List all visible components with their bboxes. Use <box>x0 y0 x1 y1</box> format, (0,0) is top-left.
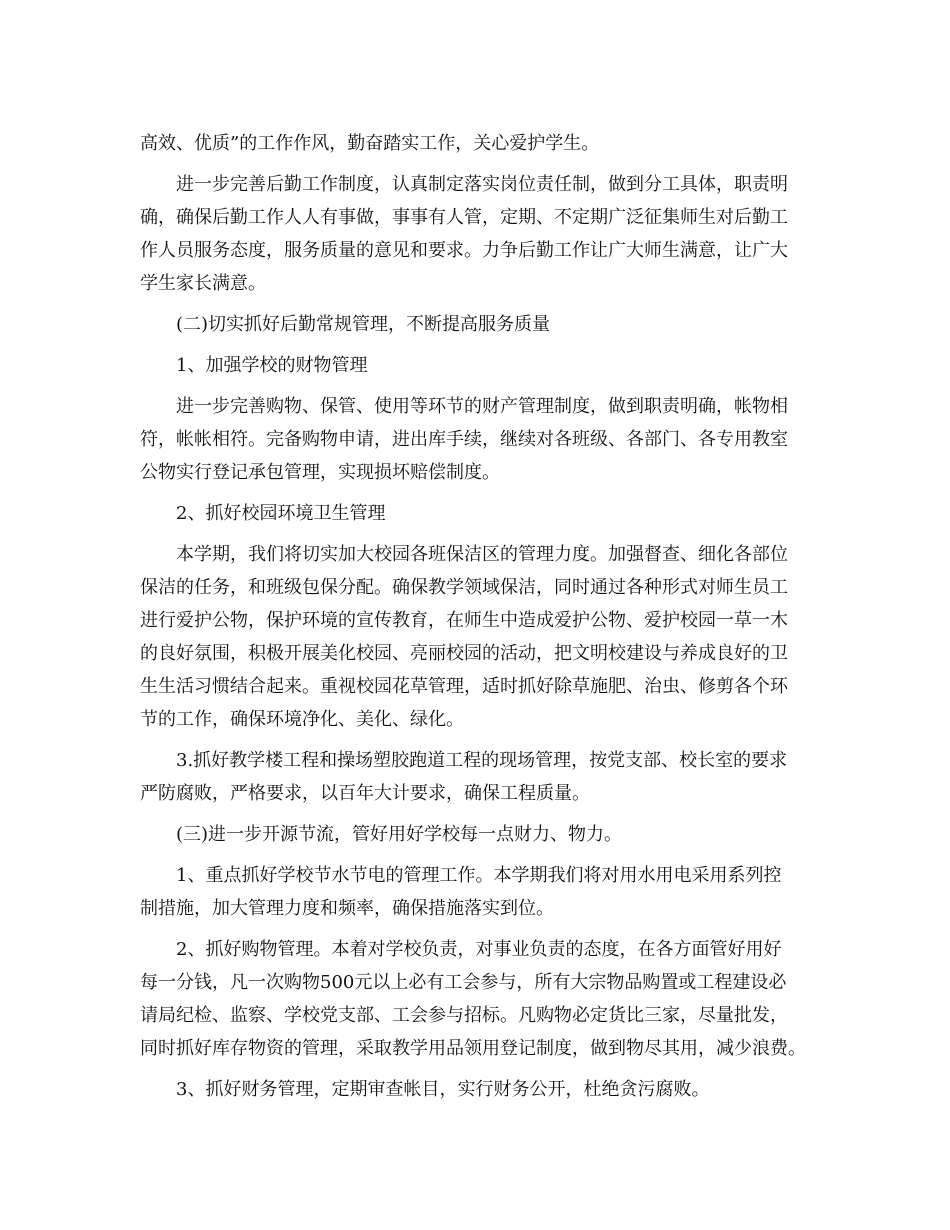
text-line: 确，确保后勤工作人人有事做，事事有人管，定期、不定期广泛征集师生对后勤工 <box>140 207 788 228</box>
text-line: 公物实行登记承包管理，实现损坏赔偿制度。 <box>140 462 500 483</box>
text-line: 3.抓好教学楼工程和操场塑胶跑道工程的现场管理，按党支部、校长室的要求 <box>176 750 788 771</box>
text-line: 同时抓好库存物资的管理，采取教学用品领用登记制度，做到物尽其用，减少浪费。 <box>140 1038 806 1059</box>
text-line: 的良好氛围，积极开展美化校园、亮丽校园的活动，把文明校建设与养成良好的卫 <box>140 643 788 664</box>
text-line: 1、重点抓好学校节水节电的管理工作。本学期我们将对用水用电采用系列控 <box>176 865 782 886</box>
text-line: 进行爱护公物，保护环境的宣传教育，在师生中造成爱护公物、爱护校园一草一木 <box>140 610 788 631</box>
text-line: 进一步完善后勤工作制度，认真制定落实岗位责任制，做到分工具体，职责明 <box>176 174 788 195</box>
text-line: 节的工作，确保环境净化、美化、绿化。 <box>140 709 464 730</box>
text-line: 高效、优质”的工作作风，勤奋踏实工作，关心爱护学生。 <box>140 133 600 154</box>
document-body <box>140 127 840 1106</box>
text-line: 生生活习惯结合起来。重视校园花草管理，适时抓好除草施肥、治虫、修剪各个环 <box>140 676 788 697</box>
section-heading: (二)切实抓好后勤常规管理，不断提高服务质量 <box>176 314 551 335</box>
text-line: 作人员服务态度，服务质量的意见和要求。力争后勤工作让广大师生满意，让广大 <box>140 240 788 261</box>
text-line: 进一步完善购物、保管、使用等环节的财产管理制度，做到职责明确，帐物相 <box>176 396 788 417</box>
text-line: 制措施，加大管理力度和频率，确保措施落实到位。 <box>140 898 554 919</box>
text-line: 2、抓好购物管理。本着对学校负责，对事业负责的态度，在各方面管好用好 <box>176 939 782 960</box>
subsection-heading: 2、抓好校园环境卫生管理 <box>176 503 386 524</box>
text-line: 符，帐帐相符。完备购物申请，进出库手续，继续对各班级、各部门、各专用教室 <box>140 429 788 450</box>
text-line: 请局纪检、监察、学校党支部、工会参与招标。凡购物必定货比三家，尽量批发， <box>140 1005 788 1026</box>
text-line: 3、抓好财务管理，定期审查帐目，实行财务公开，杜绝贪污腐败。 <box>176 1079 710 1100</box>
section-heading: (三)进一步开源节流，管好用好学校每一点财力、物力。 <box>176 824 623 845</box>
subsection-heading: 1、加强学校的财物管理 <box>176 355 368 376</box>
text-line: 学生家长满意。 <box>140 273 266 294</box>
text-line: 每一分钱，凡一次购物500元以上必有工会参与，所有大宗物品购置或工程建设必 <box>140 972 787 993</box>
text-line: 严防腐败，严格要求，以百年大计要求，确保工程质量。 <box>140 783 590 804</box>
text-line: 保洁的任务，和班级包保分配。确保教学领域保洁，同时通过各种形式对师生员工 <box>140 577 788 598</box>
text-line: 本学期，我们将切实加大校园各班保洁区的管理力度。加强督查、细化各部位 <box>176 544 788 565</box>
